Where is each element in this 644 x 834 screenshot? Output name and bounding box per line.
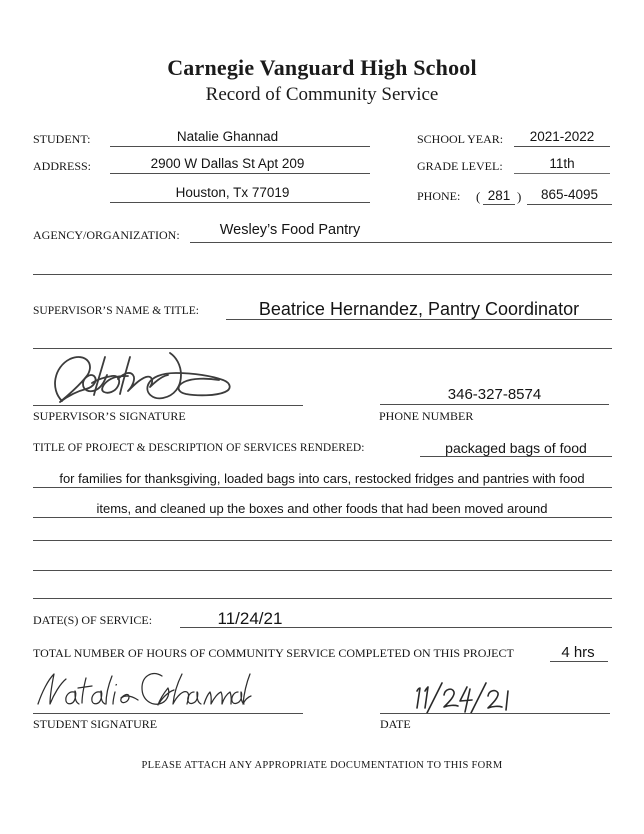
phone-paren-close: ) — [517, 189, 522, 204]
project-description-line3[interactable]: items, and cleaned up the boxes and other foods that had been moved around — [96, 501, 548, 516]
student-label: STUDENT: — [33, 132, 91, 146]
phone-label: PHONE: — [417, 189, 461, 203]
date-underline — [380, 713, 610, 714]
supervisor-phone-value[interactable]: 346-327-8574 — [447, 386, 542, 403]
supervisor-phone-underline — [380, 404, 609, 405]
school-year-label: SCHOOL YEAR: — [417, 132, 504, 146]
agency-value[interactable]: Wesley’s Food Pantry — [219, 222, 361, 238]
phone-area-underline — [483, 204, 515, 205]
dates-of-service-value[interactable]: 11/24/21 — [217, 609, 283, 628]
address-value-line2[interactable]: Houston, Tx 77019 — [175, 185, 290, 200]
blank-ruled-line-2 — [33, 570, 612, 571]
footer-note: PLEASE ATTACH ANY APPROPRIATE DOCUMENTATION TO THIS FORM — [141, 760, 503, 771]
agency-continuation-underline — [33, 274, 612, 275]
grade-level-value[interactable]: 11th — [549, 156, 575, 171]
blank-ruled-line-3 — [33, 598, 612, 599]
address-underline — [110, 173, 370, 174]
project-underline-1 — [420, 456, 612, 457]
school-name: Carnegie Vanguard High School — [167, 55, 477, 80]
address2-underline — [110, 202, 370, 203]
phone-number-label: PHONE NUMBER — [379, 409, 474, 423]
school-year-value[interactable]: 2021-2022 — [529, 129, 595, 144]
phone-underline — [527, 204, 612, 205]
project-description-line2[interactable]: for families for thanksgiving, loaded bags into cars, restocked fridges and pantries with food — [59, 471, 585, 486]
date-label: DATE — [380, 717, 411, 731]
grade-level-label: GRADE LEVEL: — [417, 159, 503, 173]
form-title: Record of Community Service — [205, 84, 439, 105]
agency-underline — [190, 242, 612, 243]
grade-level-underline — [514, 173, 610, 174]
supervisor-signature-underline — [33, 405, 303, 406]
phone-value[interactable]: 865-4095 — [540, 187, 599, 202]
phone-area-code[interactable]: 281 — [487, 188, 511, 203]
supervisor-signature-handwriting — [48, 349, 260, 409]
total-hours-label: TOTAL NUMBER OF HOURS OF COMMUNITY SERVICE COMPLETED ON THIS PROJECT — [33, 646, 514, 660]
supervisor-name-value[interactable]: Beatrice Hernandez, Pantry Coordinator — [258, 299, 580, 319]
address-value-line1[interactable]: 2900 W Dallas St Apt 209 — [150, 156, 305, 171]
supervisor-signature-label: SUPERVISOR’S SIGNATURE — [33, 409, 186, 423]
student-signature-underline — [33, 713, 303, 714]
total-hours-value[interactable]: 4 hrs — [561, 644, 595, 661]
blank-ruled-line-1 — [33, 540, 612, 541]
student-value[interactable]: Natalie Ghannad — [176, 129, 279, 144]
student-underline — [110, 146, 370, 147]
student-signature-label: STUDENT SIGNATURE — [33, 717, 158, 731]
supervisor-name-label: SUPERVISOR’S NAME & TITLE: — [33, 305, 199, 317]
phone-paren-open: ( — [476, 189, 481, 204]
project-value-line1[interactable]: packaged bags of food — [445, 440, 587, 456]
dates-of-service-label: DATE(S) OF SERVICE: — [33, 613, 153, 627]
student-signature-handwriting — [30, 666, 255, 714]
school-year-underline — [514, 146, 610, 147]
project-underline-2 — [33, 487, 612, 488]
address-label: ADDRESS: — [33, 159, 92, 173]
project-underline-3 — [33, 517, 612, 518]
total-hours-underline — [550, 661, 608, 662]
agency-label: AGENCY/ORGANIZATION: — [33, 228, 180, 242]
project-label: TITLE OF PROJECT & DESCRIPTION OF SERVICES RENDERED: — [33, 442, 365, 454]
